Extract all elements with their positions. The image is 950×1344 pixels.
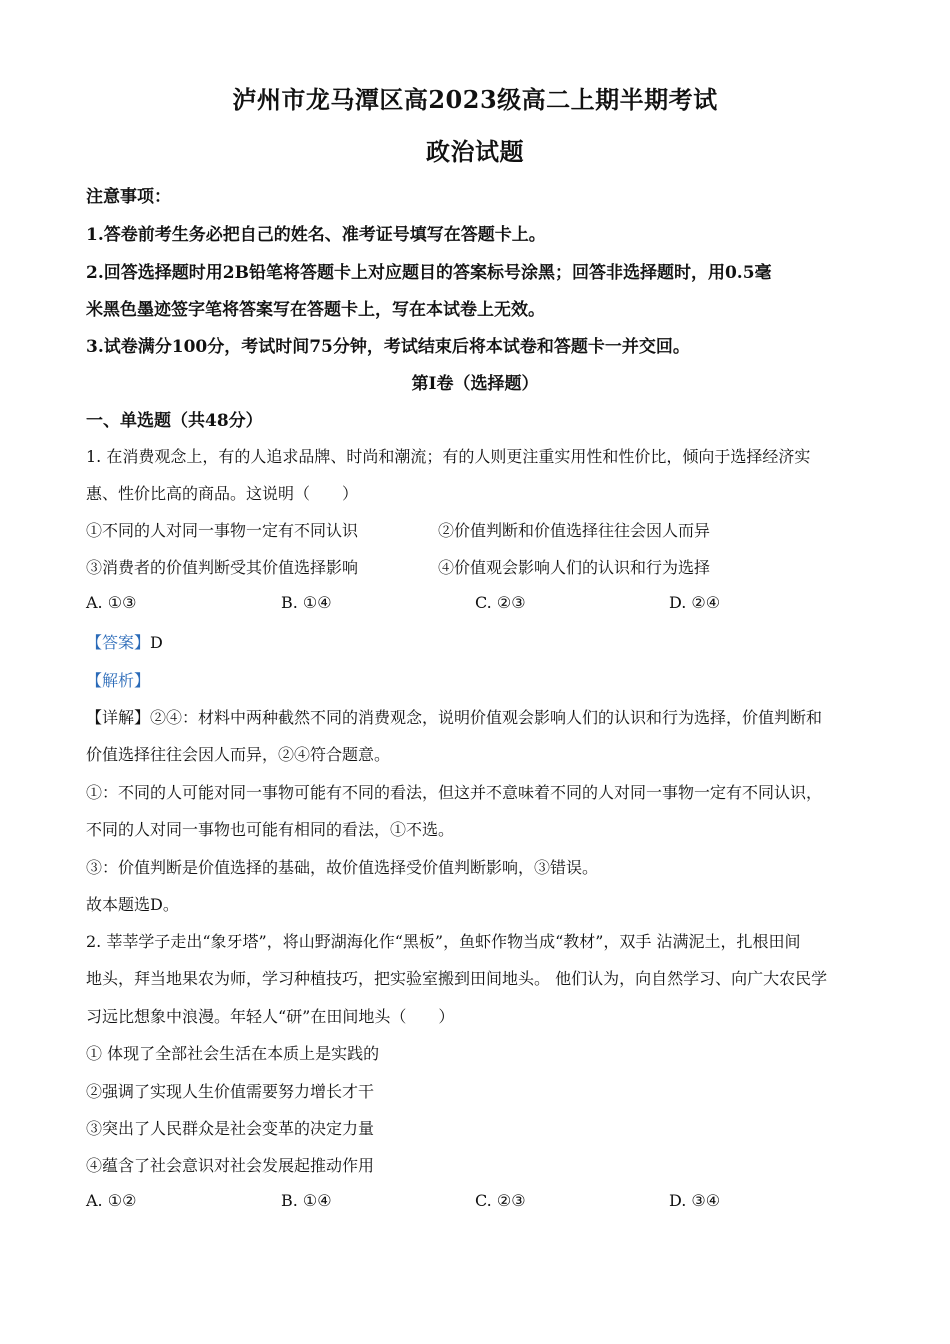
q1-option-c: C. ②③ xyxy=(475,593,526,612)
q1-detail: 【详解】②④：材料中两种截然不同的消费观念，说明价值观会影响人们的认识和行为选择，价值判断和 xyxy=(86,708,823,727)
q1-stem: 惠、性价比高的商品。这说明（ ） xyxy=(86,484,359,503)
exam-subject: 政治试题 xyxy=(426,137,524,166)
q1-option-b: B. ①④ xyxy=(281,593,332,612)
q2-option-b: B. ①④ xyxy=(281,1191,332,1210)
q2-item: ③突出了人民群众是社会变革的决定力量 xyxy=(86,1119,375,1138)
volume-heading: 第I卷（选择题） xyxy=(411,374,539,394)
q2-option-c: C. ②③ xyxy=(475,1191,526,1210)
q1-item: ③消费者的价值判断受其价值选择影响 xyxy=(86,558,359,577)
analysis-tag: 【解析】 xyxy=(86,671,151,690)
q1-detail: 不同的人对同一事物也可能有相同的看法，①不选。 xyxy=(86,820,455,839)
q1-item: ②价值判断和价值选择往往会因人而异 xyxy=(438,521,711,540)
q1-detail: 价值选择往往会因人而异，②④符合题意。 xyxy=(86,745,391,764)
q2-item: ④蕴含了社会意识对社会发展起推动作用 xyxy=(86,1156,375,1175)
q1-detail: 故本题选D。 xyxy=(86,895,179,914)
q2-stem: 习远比想象中浪漫。年轻人“研”在田间地头（ ） xyxy=(86,1007,455,1026)
q2-item: ① 体现了全部社会生活在本质上是实践的 xyxy=(86,1044,380,1063)
q1-item: ①不同的人对同一事物一定有不同认识 xyxy=(86,521,359,540)
q1-detail: ①：不同的人可能对同一事物可能有不同的看法，但这并不意味着不同的人对同一事物一定有不同认识， xyxy=(86,783,823,802)
notice-item: 2.回答选择题时用2B铅笔将答题卡上对应题目的答案标号涂黑；回答非选择题时，用0.5毫 xyxy=(86,263,772,283)
q2-item: ②强调了实现人生价值需要努力增长才干 xyxy=(86,1082,375,1101)
q1-option-d: D. ②④ xyxy=(669,593,721,612)
q1-answer xyxy=(86,630,876,653)
q2-option-d: D. ③④ xyxy=(669,1191,721,1210)
exam-title: 泸州市龙马潭区高2023级高二上期半期考试 xyxy=(232,85,718,114)
q1-option-a: A. ①③ xyxy=(86,593,137,612)
notice-item: 1.答卷前考生务必把自己的姓名、准考证号填写在答题卡上。 xyxy=(86,225,546,245)
notice-heading: 注意事项： xyxy=(86,187,171,207)
answer-value: D xyxy=(150,633,163,652)
q2-option-a: A. ①② xyxy=(86,1191,137,1210)
q1-item: ④价值观会影响人们的认识和行为选择 xyxy=(438,558,711,577)
part-heading: 一、单选题（共48分） xyxy=(86,411,263,431)
q2-stem: 2. 莘莘学子走出“象牙塔”，将山野湖海化作“黑板”，鱼虾作物当成“教材”，双手 沾满泥土，扎根田间 xyxy=(86,932,801,951)
q1-stem: 1. 在消费观念上，有的人追求品牌、时尚和潮流；有的人则更注重实用性和性价比，倾向于选择经济实 xyxy=(86,447,811,466)
notice-item: 3.试卷满分100分，考试时间75分钟，考试结束后将本试卷和答题卡一并交回。 xyxy=(86,337,690,357)
q2-stem: 地头，拜当地果农为师，学习种植技巧，把实验室搬到田间地头。 他们认为，向自然学习、向广大农民学 xyxy=(86,969,828,988)
notice-item: 米黑色墨迹签字笔将答案写在答题卡上，写在本试卷上无效。 xyxy=(86,300,545,320)
answer-tag: 【答案】 xyxy=(86,633,151,652)
q1-detail: ③：价值判断是价值选择的基础，故价值选择受价值判断影响，③错误。 xyxy=(86,858,599,877)
